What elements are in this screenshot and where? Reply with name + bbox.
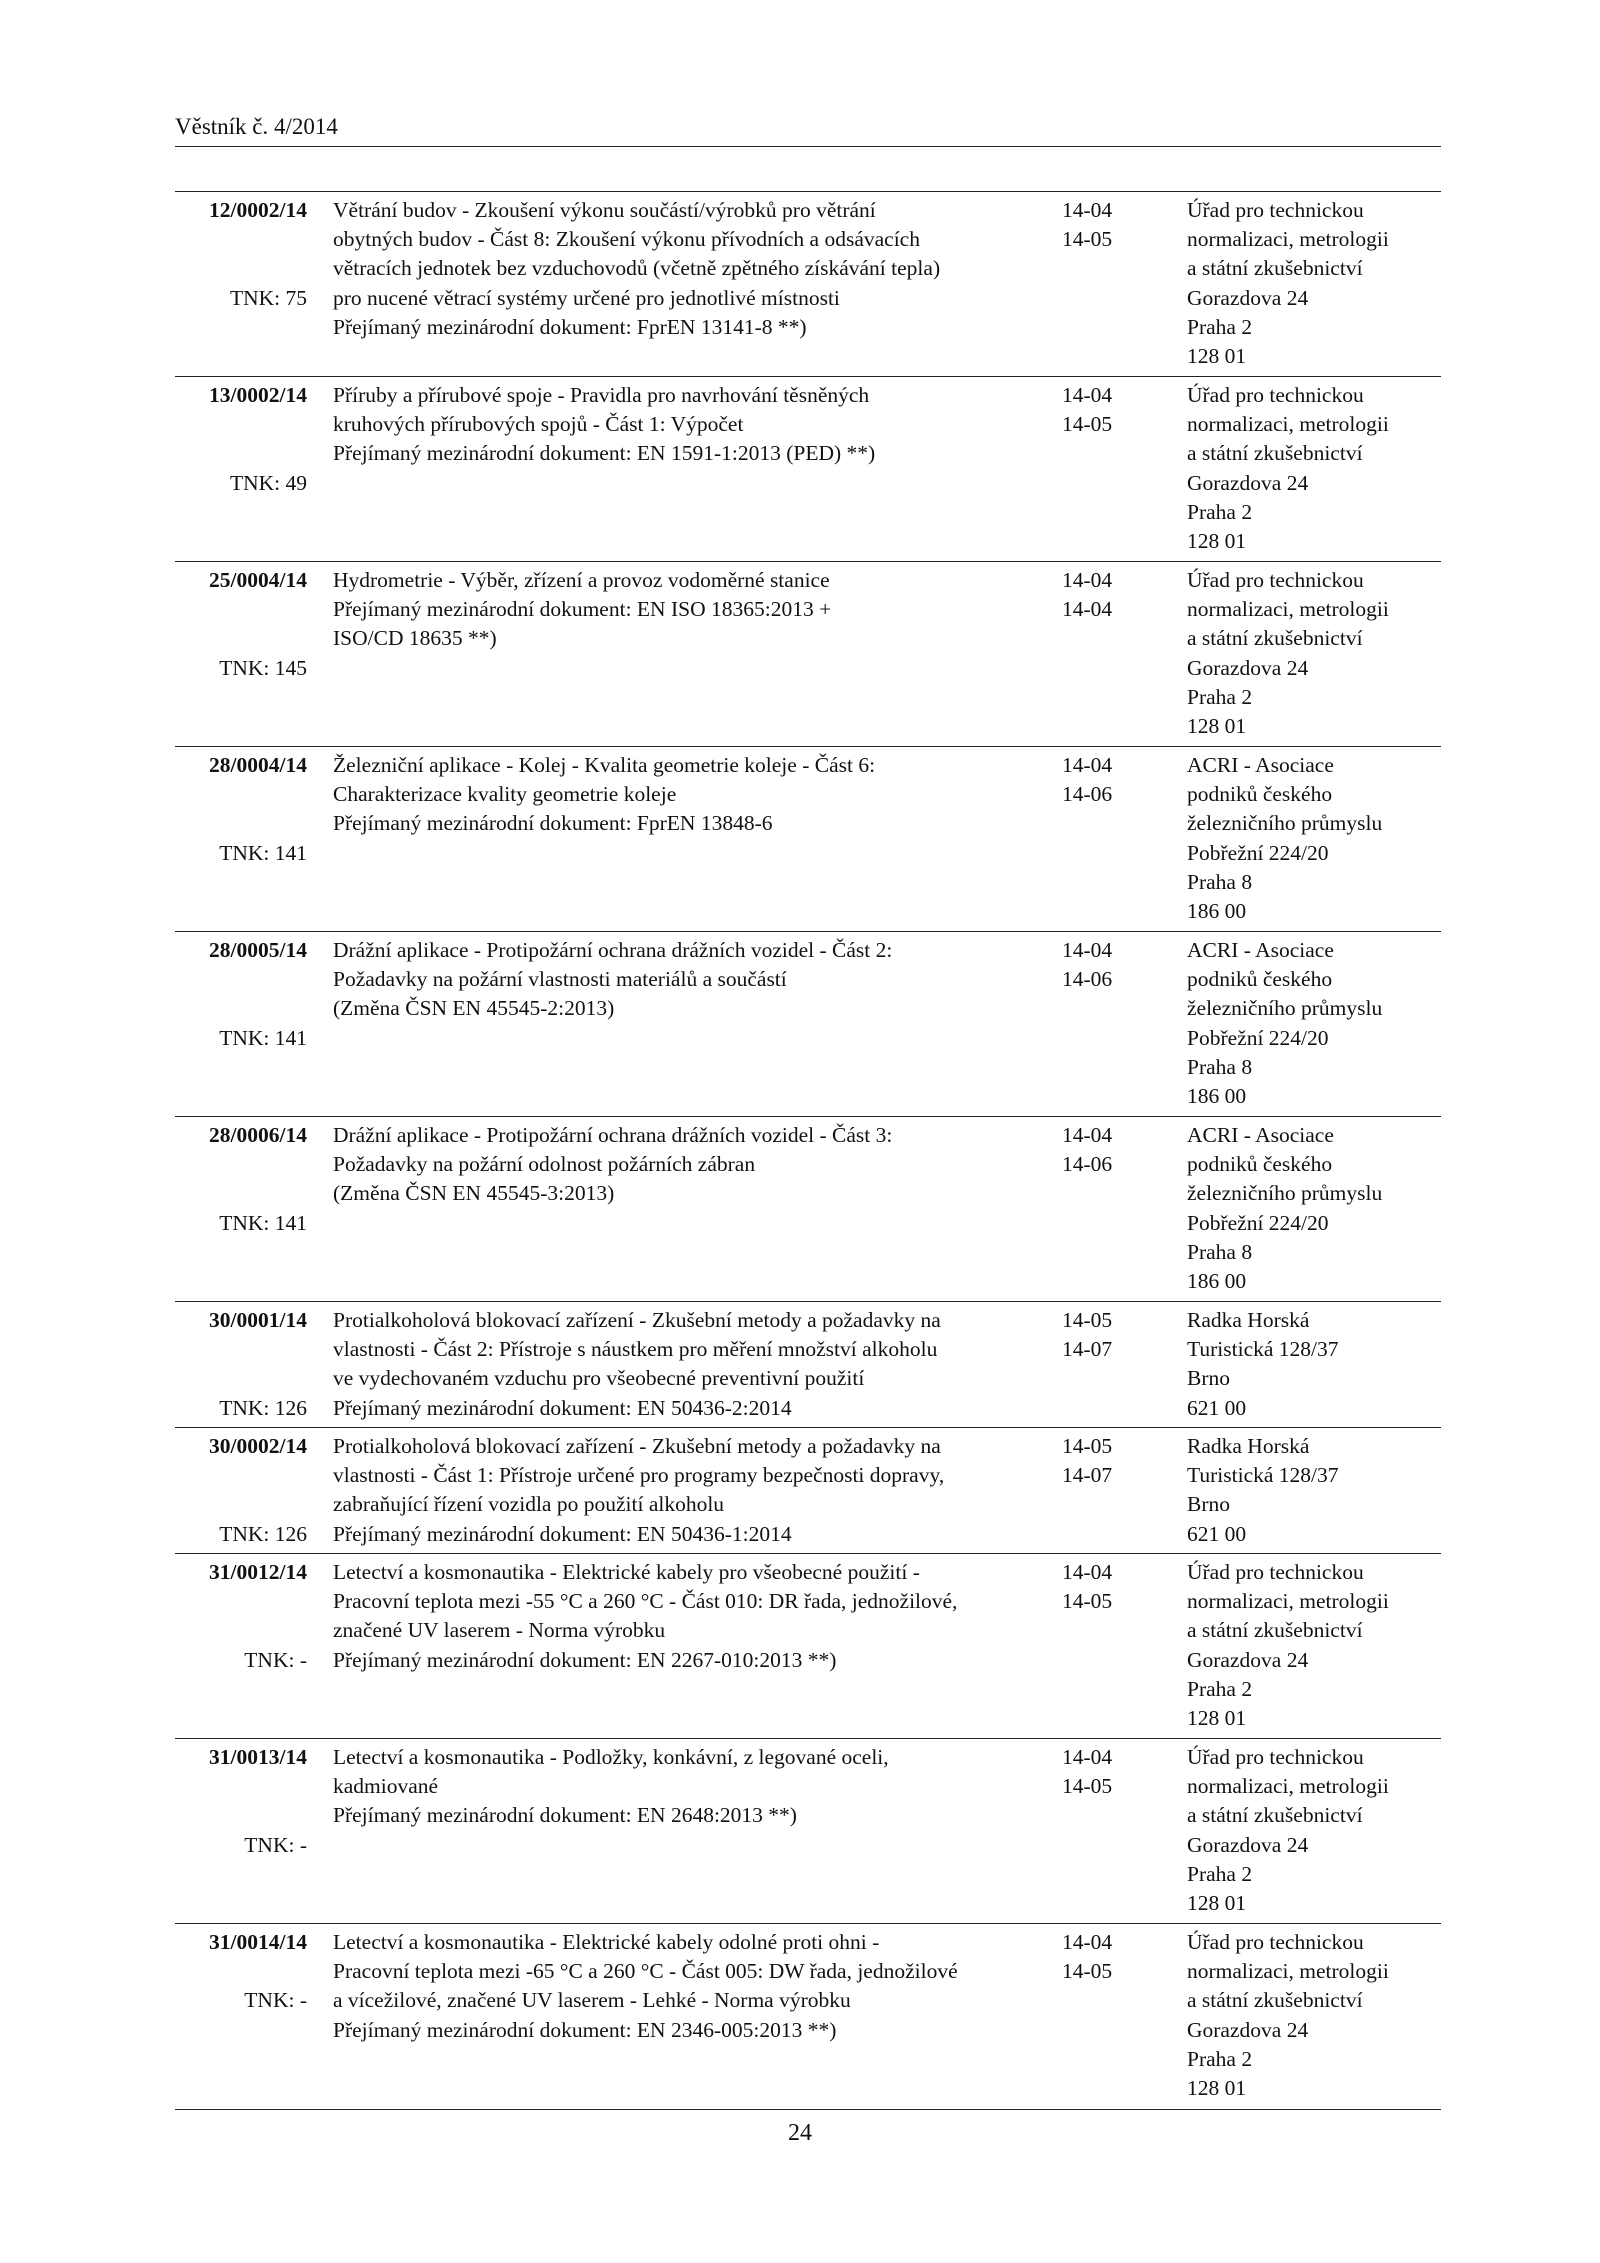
- address-line: Úřad pro technickou: [1187, 568, 1364, 592]
- address-cell: [1187, 381, 1441, 556]
- address-line: Úřad pro technickou: [1187, 1560, 1364, 1584]
- title-line: pro nucené větrací systémy určené pro jednotlivé místnosti: [333, 285, 840, 310]
- table-row: [175, 1302, 1441, 1428]
- title-line: Pracovní teplota mezi -55 °C a 260 °C - Část 010: DR řada, jednožilové,: [333, 1589, 958, 1614]
- notification-id-cell: [175, 1121, 307, 1235]
- table-row: [175, 1428, 1441, 1554]
- date-value: 14-04: [1062, 198, 1113, 222]
- date-value: 14-04: [1062, 1560, 1113, 1584]
- dates-cell: [1062, 196, 1142, 254]
- address-line: železničního průmyslu: [1187, 811, 1383, 836]
- dates-cell: [1062, 1432, 1142, 1490]
- standard-title-cell: [333, 381, 1053, 469]
- title-line: Přejímaný mezinárodní dokument: EN 1591-1:2013 (PED) **): [333, 441, 876, 466]
- address-line: Pobřežní 224/20: [1187, 1025, 1329, 1050]
- address-line: Praha 2: [1187, 684, 1253, 709]
- address-line: ACRI - Asociace: [1187, 753, 1334, 777]
- title-line: Letectví a kosmonautika - Elektrické kabely odolné proti ohni -: [333, 1930, 880, 1954]
- title-line: Přejímaný mezinárodní dokument: FprEN 13141-8 **): [333, 314, 807, 339]
- address-line: Praha 8: [1187, 1239, 1253, 1264]
- page-number: 24: [788, 2120, 812, 2146]
- dates-cell: [1062, 936, 1142, 994]
- address-line: Pobřežní 224/20: [1187, 1210, 1329, 1235]
- title-line: vlastnosti - Část 1: Přístroje určené pro programy bezpečnosti dopravy,: [333, 1463, 945, 1488]
- title-line: ve vydechovaném vzduchu pro všeobecné preventivní použití: [333, 1366, 865, 1391]
- address-line: Praha 2: [1187, 1676, 1253, 1701]
- notification-id-cell: [175, 196, 307, 310]
- address-line: podniků českého: [1187, 967, 1333, 992]
- dates-cell: [1062, 1306, 1142, 1364]
- address-line: normalizaci, metrologii: [1187, 412, 1389, 437]
- title-line: Přejímaný mezinárodní dokument: EN 2648:2013 **): [333, 1803, 797, 1828]
- title-line: Přejímaný mezinárodní dokument: EN 2346-005:2013 **): [333, 2017, 837, 2042]
- address-line: Gorazdova 24: [1187, 470, 1309, 495]
- notification-id-cell: [175, 936, 307, 1050]
- address-line: 128 01: [1187, 1706, 1247, 1731]
- standard-title-cell: [333, 1558, 1053, 1675]
- notification-number: 31/0013/14: [209, 1745, 307, 1769]
- address-line: 128 01: [1187, 714, 1247, 739]
- address-line: Turistická 128/37: [1187, 1463, 1339, 1488]
- notification-number: 30/0002/14: [209, 1434, 307, 1458]
- date-value: 14-04: [1062, 383, 1113, 407]
- address-line: podniků českého: [1187, 1152, 1333, 1177]
- notification-id-cell: [175, 566, 307, 680]
- notification-id-cell: [175, 1928, 307, 2013]
- notification-number: 31/0012/14: [209, 1560, 307, 1584]
- standard-title-cell: [333, 196, 1053, 342]
- notification-id-cell: [175, 381, 307, 495]
- date-value: 14-05: [1062, 1589, 1113, 1614]
- table-row: [175, 1554, 1441, 1739]
- tnk-label: TNK: -: [244, 1988, 307, 2013]
- address-line: 128 01: [1187, 2076, 1247, 2101]
- date-value: 14-07: [1062, 1337, 1113, 1362]
- title-line: Protialkoholová blokovací zařízení - Zkušební metody a požadavky na: [333, 1434, 941, 1458]
- title-line: Drážní aplikace - Protipožární ochrana drážních vozidel - Část 2:: [333, 938, 893, 962]
- address-line: a státní zkušebnictví: [1187, 1803, 1363, 1828]
- tnk-label: TNK: 49: [229, 470, 307, 495]
- date-value: 14-06: [1062, 1152, 1113, 1177]
- title-line: Protialkoholová blokovací zařízení - Zkušební metody a požadavky na: [333, 1308, 941, 1332]
- address-cell: [1187, 196, 1441, 371]
- address-line: normalizaci, metrologii: [1187, 227, 1389, 252]
- date-value: 14-05: [1062, 412, 1113, 437]
- title-line: Přejímaný mezinárodní dokument: EN 2267-010:2013 **): [333, 1647, 837, 1672]
- title-line: Požadavky na požární odolnost požárních zábran: [333, 1152, 756, 1177]
- standards-table: [175, 191, 1441, 2110]
- address-line: 128 01: [1187, 529, 1247, 554]
- table-row: [175, 192, 1441, 377]
- notification-number: 25/0004/14: [209, 568, 307, 592]
- address-line: Radka Horská: [1187, 1308, 1310, 1332]
- date-value: 14-04: [1062, 753, 1113, 777]
- title-line: Přejímaný mezinárodní dokument: EN 50436-2:2014: [333, 1395, 792, 1420]
- dates-cell: [1062, 1928, 1142, 1986]
- notification-number: 30/0001/14: [209, 1308, 307, 1332]
- tnk-label: TNK: 141: [219, 1210, 307, 1235]
- dates-cell: [1062, 1558, 1142, 1616]
- dates-cell: [1062, 1121, 1142, 1179]
- date-value: 14-07: [1062, 1463, 1113, 1488]
- notification-number: 28/0006/14: [209, 1123, 307, 1147]
- address-line: 128 01: [1187, 344, 1247, 369]
- address-line: Úřad pro technickou: [1187, 383, 1364, 407]
- address-line: Praha 2: [1187, 314, 1253, 339]
- standard-title-cell: [333, 1743, 1053, 1831]
- dates-cell: [1062, 1743, 1142, 1801]
- tnk-label: TNK: 141: [219, 1025, 307, 1050]
- dates-cell: [1062, 566, 1142, 624]
- address-line: a státní zkušebnictví: [1187, 1618, 1363, 1643]
- address-line: a státní zkušebnictví: [1187, 441, 1363, 466]
- date-value: 14-06: [1062, 782, 1113, 807]
- address-line: železničního průmyslu: [1187, 1181, 1383, 1206]
- address-line: Praha 2: [1187, 499, 1253, 524]
- date-value: 14-05: [1062, 227, 1113, 252]
- title-line: kruhových přírubových spojů - Část 1: Výpočet: [333, 412, 744, 437]
- address-line: Gorazdova 24: [1187, 1832, 1309, 1857]
- address-cell: [1187, 1432, 1441, 1549]
- address-line: Praha 8: [1187, 1054, 1253, 1079]
- title-line: a vícežilové, značené UV laserem - Lehké - Norma výrobku: [333, 1988, 851, 2013]
- title-line: značené UV laserem - Norma výrobku: [333, 1618, 666, 1643]
- notification-id-cell: [175, 1743, 307, 1857]
- date-value: 14-04: [1062, 1930, 1113, 1954]
- title-line: větracích jednotek bez vzduchovodů (včetně zpětného získávání tepla): [333, 256, 941, 281]
- tnk-label: TNK: 75: [229, 285, 307, 310]
- title-line: (Změna ČSN EN 45545-2:2013): [333, 996, 615, 1021]
- notification-id-cell: [175, 1306, 307, 1420]
- date-value: 14-05: [1062, 1308, 1113, 1332]
- address-line: normalizaci, metrologii: [1187, 1959, 1389, 1984]
- tnk-label: TNK: -: [244, 1647, 307, 1672]
- title-line: Příruby a přírubové spoje - Pravidla pro navrhování těsněných: [333, 383, 870, 407]
- address-line: Brno: [1187, 1492, 1230, 1517]
- address-line: Gorazdova 24: [1187, 1647, 1309, 1672]
- dates-cell: [1062, 381, 1142, 439]
- title-line: Letectví a kosmonautika - Podložky, konkávní, z legované oceli,: [333, 1745, 889, 1769]
- address-line: 186 00: [1187, 1269, 1247, 1294]
- journal-title: Věstník č. 4/2014: [175, 114, 338, 139]
- table-row: [175, 747, 1441, 932]
- address-cell: [1187, 751, 1441, 926]
- address-line: Gorazdova 24: [1187, 2017, 1309, 2042]
- title-line: Drážní aplikace - Protipožární ochrana drážních vozidel - Část 3:: [333, 1123, 893, 1147]
- standard-title-cell: [333, 1121, 1053, 1209]
- address-line: podniků českého: [1187, 782, 1333, 807]
- standard-title-cell: [333, 566, 1053, 654]
- address-line: Gorazdova 24: [1187, 285, 1309, 310]
- title-line: Pracovní teplota mezi -65 °C a 260 °C - Část 005: DW řada, jednožilové: [333, 1959, 958, 1984]
- address-line: 621 00: [1187, 1521, 1247, 1546]
- date-value: 14-04: [1062, 1123, 1113, 1147]
- tnk-label: TNK: -: [244, 1832, 307, 1857]
- address-line: železničního průmyslu: [1187, 996, 1383, 1021]
- standard-title-cell: [333, 936, 1053, 1024]
- title-line: Charakterizace kvality geometrie koleje: [333, 782, 677, 807]
- address-line: Praha 2: [1187, 2046, 1253, 2071]
- title-line: kadmiované: [333, 1774, 439, 1799]
- address-cell: [1187, 1306, 1441, 1423]
- address-cell: [1187, 566, 1441, 741]
- address-line: Gorazdova 24: [1187, 655, 1309, 680]
- title-line: (Změna ČSN EN 45545-3:2013): [333, 1181, 615, 1206]
- notification-id-cell: [175, 751, 307, 865]
- tnk-label: TNK: 141: [219, 840, 307, 865]
- address-line: Praha 8: [1187, 869, 1253, 894]
- date-value: 14-04: [1062, 1745, 1113, 1769]
- standard-title-cell: [333, 751, 1053, 839]
- table-row: [175, 932, 1441, 1117]
- address-cell: [1187, 1121, 1441, 1296]
- address-line: Úřad pro technickou: [1187, 1745, 1364, 1769]
- tnk-label: TNK: 126: [219, 1395, 307, 1420]
- dates-cell: [1062, 751, 1142, 809]
- title-line: Větrání budov - Zkoušení výkonu součástí/výrobků pro větrání: [333, 198, 876, 222]
- date-value: 14-05: [1062, 1959, 1113, 1984]
- address-line: 186 00: [1187, 899, 1247, 924]
- notification-id-cell: [175, 1558, 307, 1672]
- address-line: Úřad pro technickou: [1187, 198, 1364, 222]
- title-line: Přejímaný mezinárodní dokument: EN 50436-1:2014: [333, 1521, 792, 1546]
- notification-number: 28/0005/14: [209, 938, 307, 962]
- title-line: ISO/CD 18635 **): [333, 626, 497, 651]
- title-line: zabraňující řízení vozidla po použití alkoholu: [333, 1492, 725, 1517]
- address-line: a státní zkušebnictví: [1187, 626, 1363, 651]
- address-cell: [1187, 1558, 1441, 1733]
- tnk-label: TNK: 126: [219, 1521, 307, 1546]
- page-header: [175, 112, 1441, 147]
- table-row: [175, 1117, 1441, 1302]
- address-line: 128 01: [1187, 1891, 1247, 1916]
- address-line: a státní zkušebnictví: [1187, 1988, 1363, 2013]
- notification-number: 13/0002/14: [209, 383, 307, 407]
- standard-title-cell: [333, 1306, 1053, 1423]
- title-line: Přejímaný mezinárodní dokument: FprEN 13848-6: [333, 811, 773, 836]
- address-cell: [1187, 936, 1441, 1111]
- table-row: [175, 562, 1441, 747]
- table-row: [175, 1739, 1441, 1924]
- address-line: 186 00: [1187, 1084, 1247, 1109]
- address-line: normalizaci, metrologii: [1187, 597, 1389, 622]
- standard-title-cell: [333, 1432, 1053, 1549]
- title-line: Požadavky na požární vlastnosti materiálů a součástí: [333, 967, 787, 992]
- address-line: 621 00: [1187, 1395, 1247, 1420]
- address-line: Radka Horská: [1187, 1434, 1310, 1458]
- address-cell: [1187, 1928, 1441, 2103]
- title-line: Železniční aplikace - Kolej - Kvalita geometrie koleje - Část 6:: [333, 753, 876, 777]
- standard-title-cell: [333, 1928, 1053, 2045]
- address-cell: [1187, 1743, 1441, 1918]
- date-value: 14-05: [1062, 1434, 1113, 1458]
- notification-number: 31/0014/14: [209, 1930, 307, 1954]
- title-line: vlastnosti - Část 2: Přístroje s náustkem pro měření množství alkoholu: [333, 1337, 938, 1362]
- notification-number: 28/0004/14: [209, 753, 307, 777]
- tnk-label: TNK: 145: [219, 655, 307, 680]
- title-line: Hydrometrie - Výběr, zřízení a provoz vodoměrné stanice: [333, 568, 830, 592]
- notification-id-cell: [175, 1432, 307, 1546]
- date-value: 14-06: [1062, 967, 1113, 992]
- title-line: Letectví a kosmonautika - Elektrické kabely pro všeobecné použití -: [333, 1560, 920, 1584]
- address-line: Turistická 128/37: [1187, 1337, 1339, 1362]
- address-line: normalizaci, metrologii: [1187, 1774, 1389, 1799]
- title-line: obytných budov - Část 8: Zkoušení výkonu přívodních a odsávacích: [333, 227, 920, 252]
- table-row: [175, 1924, 1441, 2110]
- date-value: 14-04: [1062, 597, 1113, 622]
- address-line: normalizaci, metrologii: [1187, 1589, 1389, 1614]
- notification-number: 12/0002/14: [209, 198, 307, 222]
- title-line: Přejímaný mezinárodní dokument: EN ISO 18365:2013 +: [333, 597, 832, 622]
- address-line: ACRI - Asociace: [1187, 1123, 1334, 1147]
- table-row: [175, 377, 1441, 562]
- date-value: 14-04: [1062, 568, 1113, 592]
- date-value: 14-04: [1062, 938, 1113, 962]
- address-line: Úřad pro technickou: [1187, 1930, 1364, 1954]
- address-line: ACRI - Asociace: [1187, 938, 1334, 962]
- address-line: Pobřežní 224/20: [1187, 840, 1329, 865]
- date-value: 14-05: [1062, 1774, 1113, 1799]
- address-line: Brno: [1187, 1366, 1230, 1391]
- address-line: a státní zkušebnictví: [1187, 256, 1363, 281]
- address-line: Praha 2: [1187, 1861, 1253, 1886]
